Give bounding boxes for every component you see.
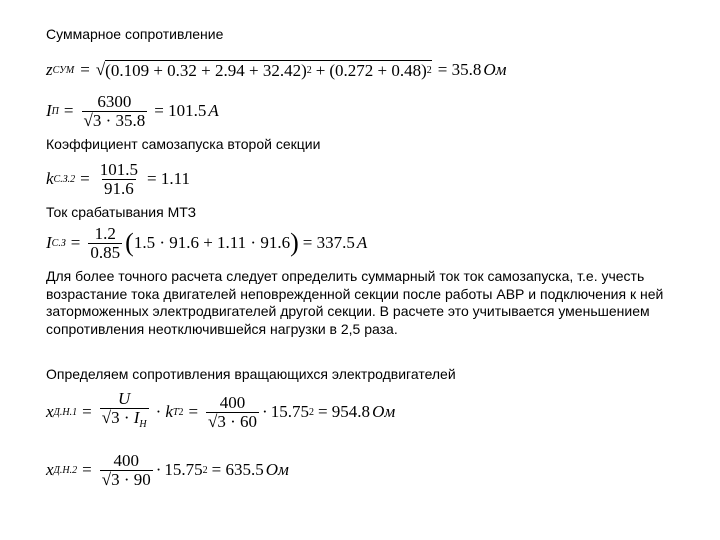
f2-unit: A bbox=[208, 101, 219, 120]
f4-body: 1.5 · 91.6 + 1.11 · 91.6 bbox=[133, 233, 291, 252]
right-paren: ) bbox=[290, 228, 299, 257]
f2-result: = 101.5 bbox=[154, 101, 207, 120]
f3-fraction bbox=[98, 161, 140, 198]
f5-den1a: 3 · bbox=[111, 408, 134, 427]
f4-unit: A bbox=[356, 233, 368, 252]
f5-den2: 3 · 60 bbox=[217, 411, 258, 431]
f5-unit: Ом bbox=[372, 402, 396, 421]
f4-num: 1.2 bbox=[94, 223, 116, 243]
f2-den: 3 · 35.8 bbox=[92, 110, 146, 130]
f5-var: x bbox=[46, 402, 54, 421]
f1-unit: Ом bbox=[483, 60, 507, 79]
f6-tailexp: 2 bbox=[202, 464, 208, 476]
f5-num2: 400 bbox=[219, 392, 246, 412]
f2-num: 6300 bbox=[97, 91, 132, 111]
f3-den: 91.6 bbox=[104, 178, 134, 198]
f1-radicand: (0.109 + 0.32 + 2.94 + 32.42) 2 + (0.272 + 0.48) 2 bbox=[105, 60, 432, 80]
sqrt-sign bbox=[208, 412, 217, 431]
f4-sub: С.З bbox=[51, 237, 66, 249]
f6-tail: 15.75 bbox=[164, 460, 203, 479]
f5-tail: 15.75 bbox=[270, 402, 309, 421]
f2-sub: П bbox=[51, 105, 59, 117]
heading-total-resistance: Суммарное сопротивление bbox=[46, 26, 224, 42]
f1-part2: (0.272 + 0.48) bbox=[329, 60, 427, 80]
formula-startup-current: I П = 6300 √ 3 · 35.8 = 101.5 A bbox=[46, 90, 219, 132]
f3-num: 101.5 bbox=[99, 159, 139, 179]
f5-fraction-2 bbox=[206, 394, 259, 431]
explanation-paragraph: Для более точного расчета следует определить суммарный ток ток самозапуска, т.е. учесть возрастание тока двигателей неповрежденной секции после работы АВР и подключения к ней заторможенных электродвигателей другой секции. В расчете это учитывается уменьшением сопротивления неотключившейся нагрузки в 2,5 раза. bbox=[46, 268, 664, 337]
f5-ksub: Т bbox=[172, 406, 179, 418]
f6-den: 3 · 90 bbox=[111, 469, 151, 489]
formula-motor-resistance-1: x Д.Н.1 = U √ $3 \cdot I_Н$ · k Т 2 = 400 √ 3 · 60 · 15.75 2 = 954.8 Ом bbox=[46, 390, 395, 434]
f3-sub: С.З.2 bbox=[53, 173, 76, 185]
f5-den1sub: Н bbox=[139, 419, 147, 430]
f1-exp1: 2 bbox=[306, 65, 312, 76]
f6-var: x bbox=[46, 460, 54, 479]
heading-self-start-coefficient: Коэффициент самозапуска второй секции bbox=[46, 136, 321, 152]
f1-result: = 35.8 bbox=[437, 60, 482, 79]
formula-motor-resistance-2: x Д.Н.2 = 400 √ 3 · 90 · 15.75 2 = 635.5 Ом bbox=[46, 448, 289, 492]
heading-rotating-motors-resistance: Определяем сопротивления вращающихся электродвигателей bbox=[46, 366, 456, 382]
f3-var: k bbox=[46, 169, 54, 188]
left-paren: ( bbox=[125, 228, 134, 257]
f5-sub: Д.Н.1 bbox=[53, 406, 78, 418]
f6-num: 400 bbox=[113, 450, 139, 470]
f5-result: = 954.8 bbox=[317, 402, 371, 421]
f5-num1: U bbox=[118, 389, 131, 408]
f5-den1b: I bbox=[133, 408, 140, 427]
f1-exp2: 2 bbox=[426, 65, 432, 76]
f4-den: 0.85 bbox=[90, 242, 121, 262]
f5-kexp: 2 bbox=[178, 406, 184, 418]
f5-fraction-1 bbox=[100, 390, 149, 434]
sqrt-sign bbox=[84, 111, 93, 130]
f1-part1: (0.109 + 0.32 + 2.94 + 32.42) bbox=[105, 60, 307, 80]
f3-result: = 1.11 bbox=[147, 169, 190, 188]
sqrt-sign bbox=[102, 470, 111, 489]
f6-sub: Д.Н.2 bbox=[53, 464, 78, 476]
sqrt-sign bbox=[102, 408, 111, 427]
f6-fraction bbox=[100, 452, 153, 489]
f6-result: = 635.5 bbox=[211, 460, 264, 479]
f1-sub: СУМ bbox=[52, 64, 75, 76]
f5-k: k bbox=[165, 402, 173, 421]
f4-var: I bbox=[46, 233, 52, 252]
formula-mtz-trip-current: I С.З = $\frac{1.2}{0.85}$ ( 1.5 · 91.6 + 1.11 · 91.6 ) = 337.5 A bbox=[46, 223, 368, 262]
formula-total-resistance: z СУМ = √ (0.109 + 0.32 + 2.94 + 32.42) 2 + (0.272 + 0.48) 2 = 35.8 Ом bbox=[46, 56, 507, 84]
f6-unit: Ом bbox=[265, 460, 289, 479]
formula-self-start-coefficient: k С.З.2 = $\frac{101.5}{91.6}$ = 1.11 bbox=[46, 159, 190, 198]
f4-result: = 337.5 bbox=[302, 233, 355, 252]
f2-fraction bbox=[82, 93, 148, 130]
sqrt-sign bbox=[96, 60, 105, 80]
f2-var: I bbox=[46, 101, 52, 120]
f5-tailexp: 2 bbox=[308, 406, 314, 418]
f4-fraction bbox=[88, 225, 122, 262]
heading-mtz-trip-current: Ток срабатывания МТЗ bbox=[46, 204, 197, 220]
f1-var: z bbox=[46, 60, 53, 79]
